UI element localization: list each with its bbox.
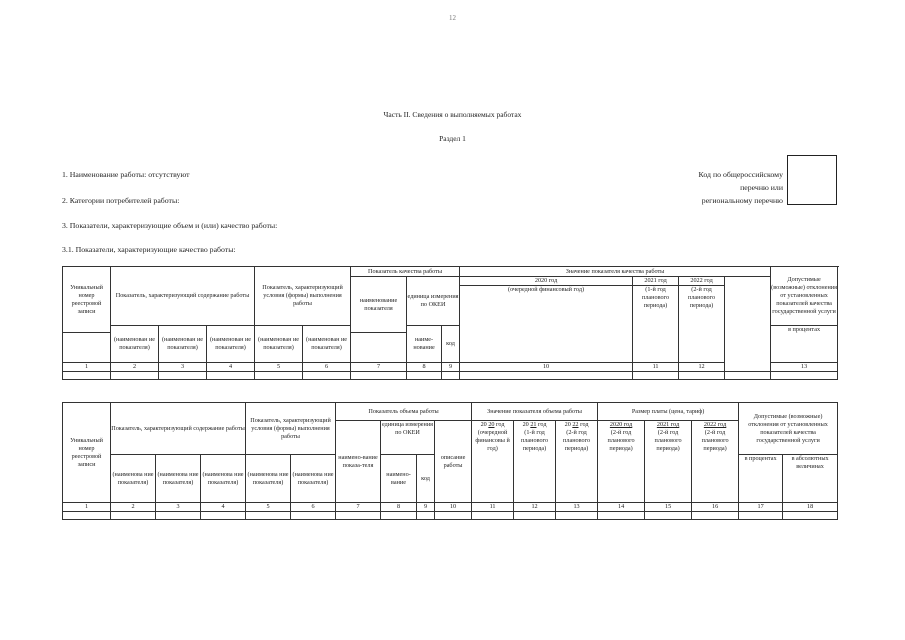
t2-param-2: (наименова ние показателя) <box>156 455 201 503</box>
t2-cell[interactable] <box>435 512 472 520</box>
t1-cell[interactable] <box>303 372 351 380</box>
t2-v1-year: 20 <box>488 421 495 428</box>
t1-num: 7 <box>351 363 407 372</box>
t1-cell[interactable] <box>679 372 725 380</box>
page-number: 12 <box>449 14 456 22</box>
t2-percent-header: в процентах <box>739 455 783 503</box>
t2-param-5: (наименова ние показателя) <box>291 455 336 503</box>
t1-cell[interactable] <box>725 372 771 380</box>
t2-value-year-2 <box>514 421 556 503</box>
t1-year-2021-sub: (1-й год планового периода) <box>633 286 679 363</box>
t2-data-row[interactable] <box>63 512 838 520</box>
t1-num: 3 <box>159 363 207 372</box>
t2-v3-prefix: 20 <box>564 421 571 428</box>
t2-cell[interactable] <box>598 512 645 520</box>
t2-unique-header: Уникальный номер реестровой записи <box>63 403 111 503</box>
t1-num: 1 <box>63 363 111 372</box>
t2-v3-suffix: год <box>580 421 589 428</box>
t2-num: 6 <box>291 503 336 512</box>
t2-v2-sub: (1-й год планового периода) <box>521 429 549 452</box>
t1-num: 5 <box>255 363 303 372</box>
t1-deviation-header: Допустимые (возможные) отклонения от установленных показателей качества государственной услуги <box>771 267 838 326</box>
t2-num: 5 <box>246 503 291 512</box>
t2-f1-year: 2020 год <box>609 421 633 428</box>
t2-f2-year: 2021 год <box>656 421 680 428</box>
t1-year-2022: 2022 год <box>679 277 725 286</box>
t2-cell[interactable] <box>783 512 838 520</box>
indicators-line: 3. Показатели, характеризующие объем и (или) качество работы: <box>62 221 278 230</box>
volume-table <box>62 402 838 520</box>
t2-fee-year-2 <box>645 421 692 503</box>
t1-value-header: Значение показателя качества работы <box>460 267 771 277</box>
t2-num: 16 <box>692 503 739 512</box>
t1-param-4: (наименован ие показателя) <box>255 326 303 363</box>
section-title: Раздел 1 <box>439 134 466 143</box>
t2-num: 15 <box>645 503 692 512</box>
t1-empty-col <box>725 277 771 372</box>
t1-num: 11 <box>633 363 679 372</box>
t2-fee-header: Размер платы (цена, тариф) <box>598 403 739 421</box>
t2-fee-year-3 <box>692 421 739 503</box>
t2-num: 18 <box>783 503 838 512</box>
t1-cell[interactable] <box>460 372 633 380</box>
t1-indicator-name-header: наименование показателя <box>351 277 407 333</box>
t1-year-2022-sub: (2-й год планового периода) <box>679 286 725 363</box>
registry-code-line-1: Код по общероссийскому <box>698 170 783 179</box>
t2-num: 9 <box>417 503 435 512</box>
t2-f1-sub: (2-й год планового периода) <box>607 429 635 452</box>
t1-data-row[interactable] <box>63 372 838 380</box>
t1-conditions-header: Показатель, характеризующий условия (формы) выполнения работы <box>255 267 351 326</box>
t2-f2-sub: (2-й год планового периода) <box>654 429 682 452</box>
t2-cell[interactable] <box>692 512 739 520</box>
t2-param-1: (наименова ние показателя) <box>111 455 156 503</box>
t2-f3-sub: (2-й год планового периода) <box>701 429 729 452</box>
t1-cell[interactable] <box>407 372 442 380</box>
t2-indicator-name-header: наимено-вание показа-теля <box>336 421 381 503</box>
t2-v3-sub: (2-й год планового периода) <box>563 429 591 452</box>
t2-absolute-header: в абсолютных величинах <box>783 455 838 503</box>
t2-num: 7 <box>336 503 381 512</box>
t1-num: 12 <box>679 363 725 372</box>
t2-cell[interactable] <box>645 512 692 520</box>
t1-num: 10 <box>460 363 633 372</box>
t1-num: 2 <box>111 363 159 372</box>
t1-number-row <box>63 363 838 372</box>
t1-num: 4 <box>207 363 255 372</box>
t2-conditions-header: Показатель, характеризующий условия (формы) выполнения работы <box>246 403 336 455</box>
t2-cell[interactable] <box>63 512 111 520</box>
t2-num: 10 <box>435 503 472 512</box>
t2-cell[interactable] <box>246 512 291 520</box>
t1-param-1: (наименован ие показателя) <box>111 326 159 363</box>
t2-cell[interactable] <box>514 512 556 520</box>
t2-cell[interactable] <box>156 512 201 520</box>
t1-unit-name: наиме-нование <box>407 326 442 363</box>
t2-unit-name: наимено-вание <box>381 455 417 503</box>
work-name-line: 1. Наименование работы: отсутствуют <box>62 170 190 179</box>
t2-deviation-header: Допустимые (возможные) отклонения от установленных показателей качества государственной услуги <box>739 403 838 455</box>
t1-year-2021: 2021 год <box>633 277 679 286</box>
t1-num: 9 <box>442 363 460 372</box>
t2-num: 11 <box>472 503 514 512</box>
t1-cell[interactable] <box>207 372 255 380</box>
t1-unique-header: Уникальный номер реестровой записи <box>63 267 111 333</box>
t2-num: 1 <box>63 503 111 512</box>
registry-code-label <box>640 168 783 207</box>
t2-v2-prefix: 20 <box>522 421 529 428</box>
t1-unit-code: код <box>442 326 460 363</box>
t2-param-3: (наименова ние показателя) <box>201 455 246 503</box>
t2-description-header: описание работы <box>435 421 472 503</box>
t2-v1-suffix: год <box>496 421 505 428</box>
t1-quality-header: Показатель качества работы <box>351 267 460 277</box>
t2-num: 8 <box>381 503 417 512</box>
t1-num: 13 <box>771 363 838 372</box>
t2-num: 14 <box>598 503 645 512</box>
t1-percent-header: в процентах <box>771 326 838 363</box>
t1-cell[interactable] <box>159 372 207 380</box>
t1-year-2020-sub: (очередной финансовый год) <box>460 286 633 363</box>
t2-cell[interactable] <box>556 512 598 520</box>
t2-value-year-1 <box>472 421 514 503</box>
t1-cell[interactable] <box>63 372 111 380</box>
t2-num: 12 <box>514 503 556 512</box>
quality-table <box>62 266 838 380</box>
t2-v1-prefix: 20 <box>480 421 487 428</box>
t2-num: 13 <box>556 503 598 512</box>
t2-cell[interactable] <box>201 512 246 520</box>
t2-volume-header: Показатель объема работы <box>336 403 472 421</box>
t2-v2-year: 21 <box>530 421 537 428</box>
t1-cell[interactable] <box>111 372 159 380</box>
t2-number-row <box>63 503 838 512</box>
t2-unit-code: код <box>417 455 435 503</box>
t1-cell[interactable] <box>771 372 838 380</box>
t2-cell[interactable] <box>472 512 514 520</box>
t2-value-header: Значение показателя объема работы <box>472 403 598 421</box>
t1-cell[interactable] <box>442 372 460 380</box>
registry-code-line-2: перечню или <box>740 183 783 192</box>
t1-unique-spacer <box>63 333 111 363</box>
t2-f3-year: 2022 год <box>703 421 727 428</box>
t1-cell[interactable] <box>633 372 679 380</box>
t2-num: 3 <box>156 503 201 512</box>
t1-year-2020: 2020 год <box>460 277 633 286</box>
consumer-category-line: 2. Категории потребителей работы: <box>62 196 180 205</box>
t1-num: 6 <box>303 363 351 372</box>
t2-cell[interactable] <box>417 512 435 520</box>
t2-v1-sub: (очередной финансовы й год) <box>475 429 510 452</box>
t1-param-3: (наименован ие показателя) <box>207 326 255 363</box>
t1-param-2: (наименован ие показателя) <box>159 326 207 363</box>
t2-num: 2 <box>111 503 156 512</box>
t1-cell[interactable] <box>351 372 407 380</box>
t2-fee-year-1 <box>598 421 645 503</box>
t1-unit-header: единица измерения по ОКЕИ <box>407 277 460 326</box>
t1-cell[interactable] <box>255 372 303 380</box>
part-title: Часть II. Сведения о выполняемых работах <box>383 110 522 119</box>
registry-code-box[interactable] <box>787 155 837 205</box>
t2-param-4: (наименова ние показателя) <box>246 455 291 503</box>
t2-cell[interactable] <box>111 512 156 520</box>
t2-num: 4 <box>201 503 246 512</box>
quality-indicators-line: 3.1. Показатели, характеризующие качество работы: <box>62 245 236 254</box>
t1-param-5: (наименован ие показателя) <box>303 326 351 363</box>
t1-num: 8 <box>407 363 442 372</box>
registry-code-line-3: региональному перечню <box>701 196 783 205</box>
t2-cell[interactable] <box>336 512 381 520</box>
t2-cell[interactable] <box>381 512 417 520</box>
t2-cell[interactable] <box>291 512 336 520</box>
t2-cell[interactable] <box>739 512 783 520</box>
t2-v3-year: 22 <box>572 421 579 428</box>
t2-unit-header: единица измерения по ОКЕИ <box>381 421 435 455</box>
t2-v2-suffix: год <box>538 421 547 428</box>
t2-content-header: Показатель, характеризующий содержание работы <box>111 403 246 455</box>
t2-value-year-3 <box>556 421 598 503</box>
t1-content-header: Показатель, характеризующий содержание работы <box>111 267 255 326</box>
t2-num: 17 <box>739 503 783 512</box>
